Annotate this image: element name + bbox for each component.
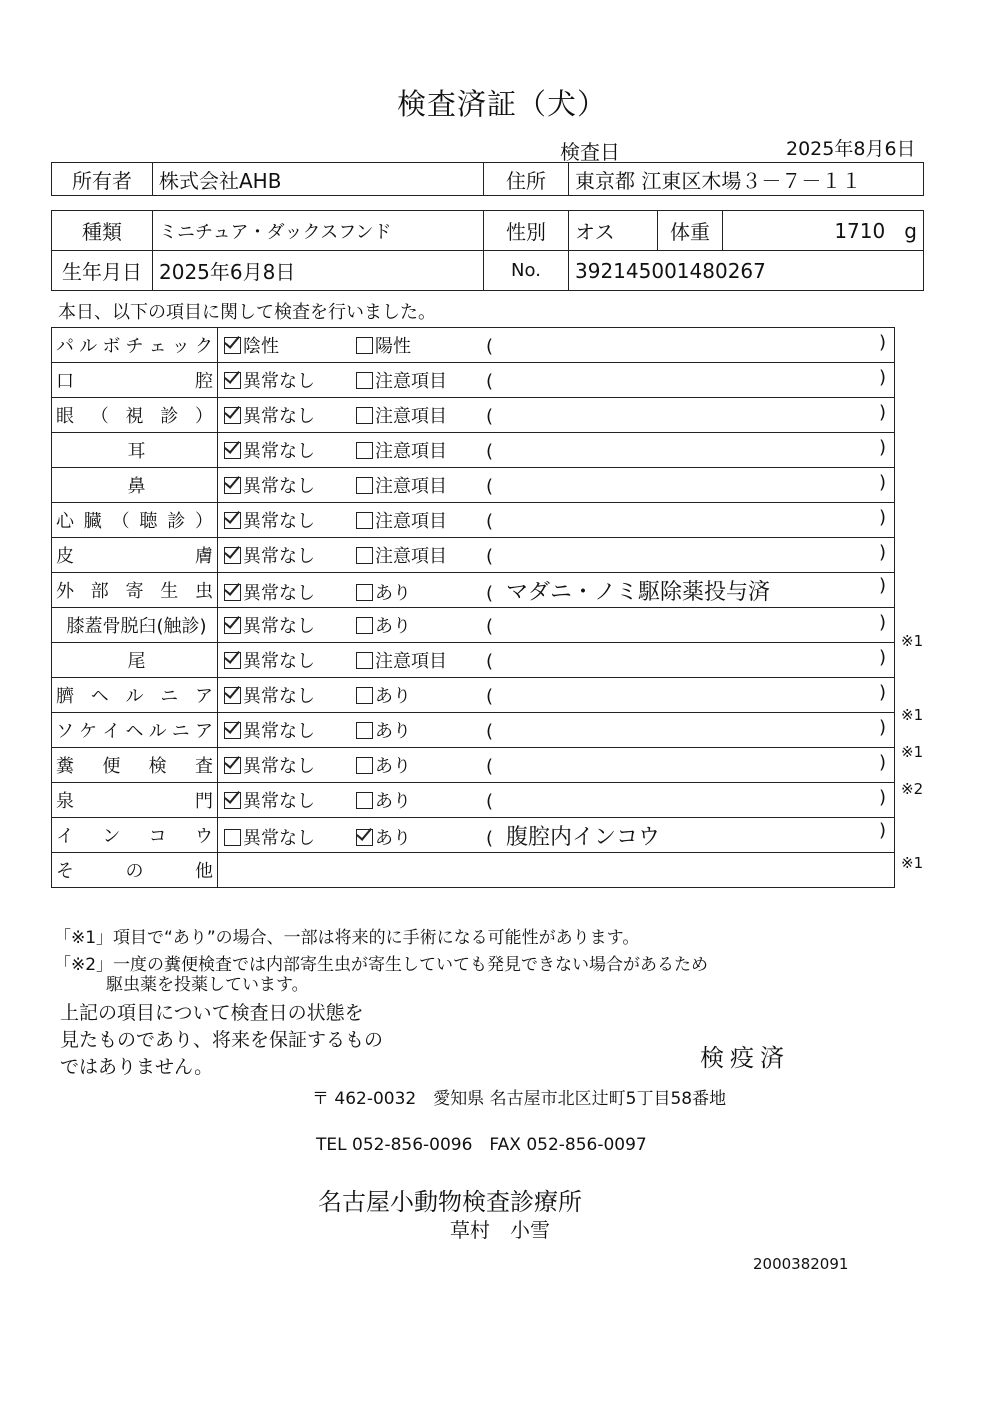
exam-item-name (52, 398, 218, 433)
checkbox-option1[interactable] (224, 442, 241, 459)
option2-label: 注意項目 (375, 511, 447, 532)
exam-item-result (218, 818, 895, 853)
exam-item-result (218, 363, 895, 398)
exam-item-label: 皮 膚 (56, 546, 213, 567)
option2-label: 注意項目 (375, 441, 447, 462)
exam-item-name (52, 363, 218, 398)
exam-item-result (218, 643, 895, 678)
other-value[interactable] (218, 853, 895, 888)
checkbox-option1[interactable] (224, 407, 241, 424)
no-value: 392145001480267 (569, 251, 924, 291)
exam-row (52, 538, 895, 573)
checkbox-option2[interactable] (356, 722, 373, 739)
exam-item-name (52, 783, 218, 818)
checkbox-option1[interactable] (224, 337, 241, 354)
option2-label: あり (375, 582, 411, 604)
exam-item-result (218, 678, 895, 713)
exam-item-label: イ ン コ ウ (56, 826, 213, 847)
option2-label: あり (375, 756, 411, 777)
pet-table (51, 210, 924, 291)
clinic-phone: TEL 052-856-0096 FAX 052-856-0097 (316, 1135, 647, 1155)
open-paren: ( (486, 827, 494, 849)
open-paren: ( (486, 546, 494, 567)
veterinarian-name: 草村 小雪 (450, 1218, 550, 1242)
option1-label: 異常なし (243, 511, 315, 532)
open-paren: ( (486, 476, 494, 497)
close-paren: ) (878, 332, 886, 353)
exam-row (52, 678, 895, 713)
option1-label: 異常なし (243, 546, 315, 567)
exam-item-label: 耳 (127, 441, 146, 462)
breed-value: ミニチュア・ダックスフンド (153, 211, 484, 251)
footnote-1: 「※1」項目で“あり”の場合、一部は将来的に手術になる可能性があります。 (54, 928, 640, 948)
option1-label: 異常なし (243, 616, 315, 637)
exam-item-label: 口 腔 (56, 371, 213, 392)
close-paren: ) (878, 472, 886, 493)
option2-label: 陽性 (375, 336, 411, 357)
checkbox-option2[interactable] (356, 477, 373, 494)
exam-item-name (52, 433, 218, 468)
exam-item-label: 糞 便 検 査 (56, 756, 213, 777)
checkbox-option1[interactable] (224, 617, 241, 634)
checkbox-option2[interactable] (356, 372, 373, 389)
exam-item-label: 心 臓 （ 聴 診 ） (56, 511, 213, 532)
exam-item-result (218, 573, 895, 608)
exam-item-result (218, 608, 895, 643)
checkbox-option2[interactable] (356, 792, 373, 809)
address-label: 住所 (484, 163, 569, 196)
checkbox-option2[interactable] (356, 337, 373, 354)
exam-date-label: 検査日 (560, 140, 620, 164)
exam-item-label: 外 部 寄 生 虫 (56, 581, 213, 602)
checkbox-option1[interactable] (224, 757, 241, 774)
close-paren: ) (878, 819, 886, 841)
checkbox-option2[interactable] (356, 687, 373, 704)
exam-item-result (218, 328, 895, 363)
checkbox-option2[interactable] (356, 442, 373, 459)
weight-cell (723, 211, 924, 251)
open-paren: ( (486, 756, 494, 777)
checkbox-option1[interactable] (224, 512, 241, 529)
exam-item-result (218, 468, 895, 503)
option1-label: 異常なし (243, 441, 315, 462)
other-label-cell (52, 853, 218, 888)
exam-row (52, 503, 895, 538)
quarantine-stamp: 検疫済 (700, 1044, 790, 1072)
exam-row (52, 573, 895, 608)
option1-label: 異常なし (243, 371, 315, 392)
exam-row (52, 433, 895, 468)
option1-label: 異常なし (243, 651, 315, 672)
exam-item-result (218, 783, 895, 818)
exam-item-label: 泉 門 (56, 791, 213, 812)
exam-item-result (218, 503, 895, 538)
exam-item-name (52, 503, 218, 538)
checkbox-option2[interactable] (356, 407, 373, 424)
option2-label: 注意項目 (375, 406, 447, 427)
option1-label: 異常なし (243, 791, 315, 812)
exam-note: 腹腔内インコウ (506, 824, 661, 850)
serial-number: 2000382091 (753, 1255, 849, 1273)
other-label: そ の 他 (56, 861, 213, 882)
footnote-2-line1: 「※2」一度の糞便検査では内部寄生虫が寄生していても発見できない場合があるため (54, 955, 709, 975)
open-paren: ( (486, 582, 494, 604)
option1-label: 異常なし (243, 476, 315, 497)
close-paren: ) (878, 507, 886, 528)
open-paren: ( (486, 651, 494, 672)
open-paren: ( (486, 406, 494, 427)
close-paren: ) (878, 647, 886, 668)
weight-value: 1710 (834, 218, 886, 243)
exam-row (52, 748, 895, 783)
option1-label: 異常なし (243, 582, 315, 604)
footnote-mark: ※1 (901, 853, 924, 872)
sex-label: 性別 (484, 211, 569, 251)
disclaimer-line2: 見たものであり、将来を保証するもの (60, 1029, 384, 1051)
exam-item-name (52, 608, 218, 643)
owner-value: 株式会社AHB (153, 163, 484, 196)
exam-row-other (52, 853, 895, 888)
option2-label: あり (375, 616, 411, 637)
checkbox-option1[interactable] (224, 477, 241, 494)
exam-item-label: 尾 (127, 651, 146, 672)
option2-label: あり (375, 791, 411, 812)
open-paren: ( (486, 511, 494, 532)
checkbox-option1[interactable] (224, 372, 241, 389)
checkbox-option1[interactable] (224, 547, 241, 564)
option1-label: 異常なし (243, 827, 315, 849)
document-title: 検査済証（犬） (396, 87, 607, 121)
option2-label: 注意項目 (375, 371, 447, 392)
dob-label: 生年月日 (52, 251, 153, 291)
exam-note: マダニ・ノミ駆除薬投与済 (506, 579, 771, 605)
open-paren: ( (486, 371, 494, 392)
exam-row (52, 818, 895, 853)
close-paren: ) (878, 574, 886, 596)
option1-label: 異常なし (243, 756, 315, 777)
exam-item-name (52, 573, 218, 608)
exam-item-label: パ ル ボ チ ェ ッ ク (56, 336, 213, 357)
sex-value: オス (569, 211, 658, 251)
open-paren: ( (486, 686, 494, 707)
exam-item-result (218, 433, 895, 468)
checkbox-option2[interactable] (356, 547, 373, 564)
checkbox-option2[interactable] (356, 512, 373, 529)
clinic-name: 名古屋小動物検査診療所 (318, 1188, 582, 1216)
checkbox-option1[interactable] (224, 687, 241, 704)
close-paren: ) (878, 437, 886, 458)
disclaimer-line3: ではありません。 (60, 1056, 214, 1078)
address-value: 東京都 江東区木場３－７－１１ (569, 163, 924, 196)
open-paren: ( (486, 616, 494, 637)
option2-label: 注意項目 (375, 651, 447, 672)
footnote-mark: ※2 (901, 779, 924, 798)
checkbox-option1[interactable] (224, 652, 241, 669)
footnote-mark: ※1 (901, 632, 924, 651)
open-paren: ( (486, 336, 494, 357)
option1-label: 陰性 (243, 336, 279, 357)
open-paren: ( (486, 791, 494, 812)
exam-row (52, 468, 895, 503)
owner-label: 所有者 (52, 163, 153, 196)
exam-item-label: ソ ケ イ ヘ ル ニ ア (56, 721, 213, 742)
exam-item-name (52, 713, 218, 748)
exam-row (52, 328, 895, 363)
close-paren: ) (878, 402, 886, 423)
disclaimer (60, 1000, 383, 1081)
exam-item-name (52, 468, 218, 503)
disclaimer-line1: 上記の項目について検査日の状態を (60, 1002, 364, 1024)
exam-item-name (52, 818, 218, 853)
footnote-2-line2: 駆虫薬を投薬しています。 (106, 975, 309, 995)
dob-value: 2025年6月8日 (153, 251, 484, 291)
no-label: No. (484, 251, 569, 291)
footnote-mark: ※1 (901, 742, 924, 761)
owner-table (51, 162, 924, 196)
footnote-mark: ※1 (901, 706, 924, 724)
checkbox-option1[interactable] (224, 722, 241, 739)
exam-row (52, 713, 895, 748)
breed-label: 種類 (52, 211, 153, 251)
checkbox-option2[interactable] (356, 829, 373, 846)
close-paren: ) (878, 787, 886, 808)
exam-item-result (218, 748, 895, 783)
intro-text: 本日、以下の項目に関して検査を行いました。 (58, 302, 436, 323)
weight-unit: g (904, 218, 917, 243)
exam-item-result (218, 713, 895, 748)
exam-row (52, 363, 895, 398)
exam-row (52, 783, 895, 818)
option2-label: あり (375, 686, 411, 707)
weight-label: 体重 (658, 211, 723, 251)
option2-label: あり (375, 721, 411, 742)
close-paren: ) (878, 682, 886, 703)
option2-label: 注意項目 (375, 546, 447, 567)
exam-item-name (52, 678, 218, 713)
option2-label: 注意項目 (375, 476, 447, 497)
checkbox-option2[interactable] (356, 652, 373, 669)
checkbox-option1[interactable] (224, 792, 241, 809)
close-paren: ) (878, 542, 886, 563)
exam-item-label: 鼻 (127, 476, 146, 497)
close-paren: ) (878, 752, 886, 773)
exam-item-result (218, 538, 895, 573)
option1-label: 異常なし (243, 721, 315, 742)
exam-item-name (52, 748, 218, 783)
exam-row (52, 643, 895, 678)
option1-label: 異常なし (243, 686, 315, 707)
exam-row (52, 398, 895, 433)
close-paren: ) (878, 717, 886, 738)
open-paren: ( (486, 441, 494, 462)
checkbox-option2[interactable] (356, 584, 373, 601)
exam-item-name (52, 643, 218, 678)
exam-item-label: 膝蓋骨脱臼(触診) (66, 616, 207, 637)
exam-item-label: 臍 ヘ ル ニ ア (56, 686, 213, 707)
exam-row (52, 608, 895, 643)
checkbox-option1[interactable] (224, 829, 241, 846)
clinic-address: 〒 462-0032 愛知県 名古屋市北区辻町5丁目58番地 (312, 1089, 727, 1109)
exam-table (51, 327, 895, 888)
checkbox-option1[interactable] (224, 584, 241, 601)
close-paren: ) (878, 367, 886, 388)
option1-label: 異常なし (243, 406, 315, 427)
close-paren: ) (878, 612, 886, 633)
checkbox-option2[interactable] (356, 757, 373, 774)
exam-item-name (52, 328, 218, 363)
checkbox-option2[interactable] (356, 617, 373, 634)
exam-item-name (52, 538, 218, 573)
exam-date-value: 2025年8月6日 (786, 138, 916, 160)
exam-item-label: 眼 （ 視 診 ） (56, 406, 213, 427)
exam-item-result (218, 398, 895, 433)
option2-label: あり (375, 827, 411, 849)
open-paren: ( (486, 721, 494, 742)
